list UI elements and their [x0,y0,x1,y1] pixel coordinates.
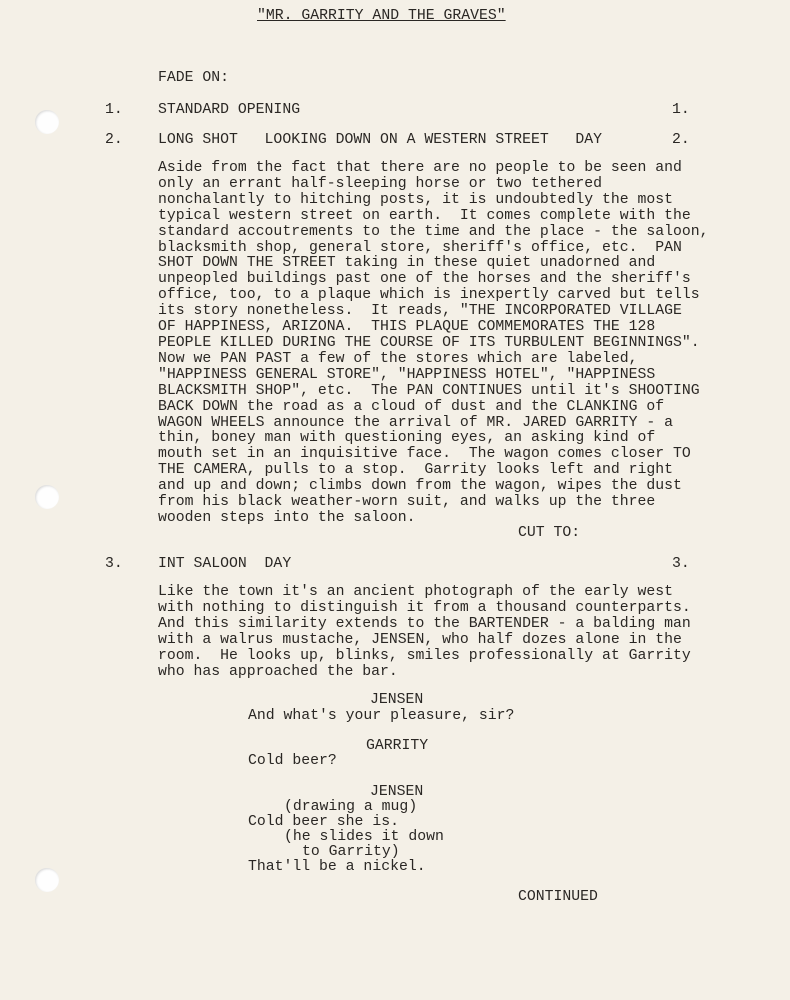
scene-2-action [158,161,709,527]
scene-number: 1. [105,102,123,118]
action-line: OF HAPPINESS, ARIZONA. THIS PLAQUE COMMEMORATES THE 128 [158,319,656,336]
punch-hole [35,485,59,509]
dialogue-line: Cold beer she is. [248,814,399,830]
action-line: nonchalantly to hitching posts, it is undoubtedly the most [158,191,674,208]
transition-cut-to: CUT TO: [518,525,581,541]
punch-hole [35,868,59,892]
action-line: And this similarity extends to the BARTENDER - a balding man [158,615,691,632]
action-line: Now we PAN PAST a few of the stores which are labeled, [158,350,638,367]
dialogue-line: Cold beer? [248,753,337,769]
script-title: "MR. GARRITY AND THE GRAVES" [257,8,506,24]
action-line: typical western street on earth. It comes complete with the [158,207,691,224]
action-line: Like the town it's an ancient photograph of the early west [158,584,674,600]
scene-number: 2. [105,132,123,148]
action-line: standard accoutrements to the time and the place - the saloon, [158,223,709,240]
action-line: room. He looks up, blinks, smiles professionally at Garrity [158,647,691,664]
action-line: and up and down; climbs down from the wagon, wipes the dust [158,478,682,495]
action-line: with nothing to distinguish it from a thousand counterparts. [158,599,691,616]
action-line: its story nonetheless. It reads, "THE INCORPORATED VILLAGE [158,303,682,320]
action-line: THE CAMERA, pulls to a stop. Garrity looks left and right [158,462,674,479]
action-line: SHOT DOWN THE STREET taking in these quiet unadorned and [158,255,656,272]
character-name: JENSEN [370,784,424,800]
scene-heading: INT SALOON DAY [158,556,292,572]
action-line: wooden steps into the saloon. [158,509,416,526]
action-line: mouth set in an inquisitive face. The wagon comes closer TO [158,446,691,463]
action-line: "HAPPINESS GENERAL STORE", "HAPPINESS HOTEL", "HAPPINESS [158,366,656,383]
parenthetical: (drawing a mug) [284,799,418,815]
action-line: PEOPLE KILLED DURING THE COURSE OF ITS TURBULENT BEGINNINGS". [158,334,700,351]
scene-3-action [158,585,691,680]
action-line: who has approached the bar. [158,663,398,680]
action-line: thin, boney man with questioning eyes, an asking kind of [158,430,656,447]
continued-marker: CONTINUED [518,889,598,905]
parenthetical: to Garrity) [302,844,400,860]
parenthetical: (he slides it down [284,829,444,845]
action-line: blacksmith shop, general store, sheriff's office, etc. PAN [158,239,682,256]
action-line: unpeopled buildings past one of the horses and the sheriff's [158,271,691,288]
dialogue-line: And what's your pleasure, sir? [248,708,515,724]
fade-on: FADE ON: [158,70,230,86]
action-line: Aside from the fact that there are no people to be seen and [158,160,682,176]
scene-number-right: 1. [672,102,690,118]
action-line: with a walrus mustache, JENSEN, who half dozes alone in the [158,631,682,648]
scene-heading: STANDARD OPENING [158,102,301,118]
action-line: WAGON WHEELS announce the arrival of MR. JARED GARRITY - a [158,414,674,431]
character-name: JENSEN [370,692,424,708]
scene-number-right: 3. [672,556,690,572]
action-line: only an errant half-sleeping horse or two tethered [158,175,602,192]
action-line: from his black weather-worn suit, and walks up the three [158,494,656,511]
action-line: office, too, to a plaque which is inexpertly carved but tells [158,287,700,304]
scene-number: 3. [105,556,123,572]
scene-number-right: 2. [672,132,690,148]
punch-hole [35,110,59,134]
action-line: BACK DOWN the road as a cloud of dust and the CLANKING of [158,398,665,415]
character-name: GARRITY [366,738,429,754]
action-line: BLACKSMITH SHOP", etc. The PAN CONTINUES until it's SHOOTING [158,382,700,399]
dialogue-line: That'll be a nickel. [248,859,426,875]
scene-heading: LONG SHOT LOOKING DOWN ON A WESTERN STREET DAY [158,132,602,148]
